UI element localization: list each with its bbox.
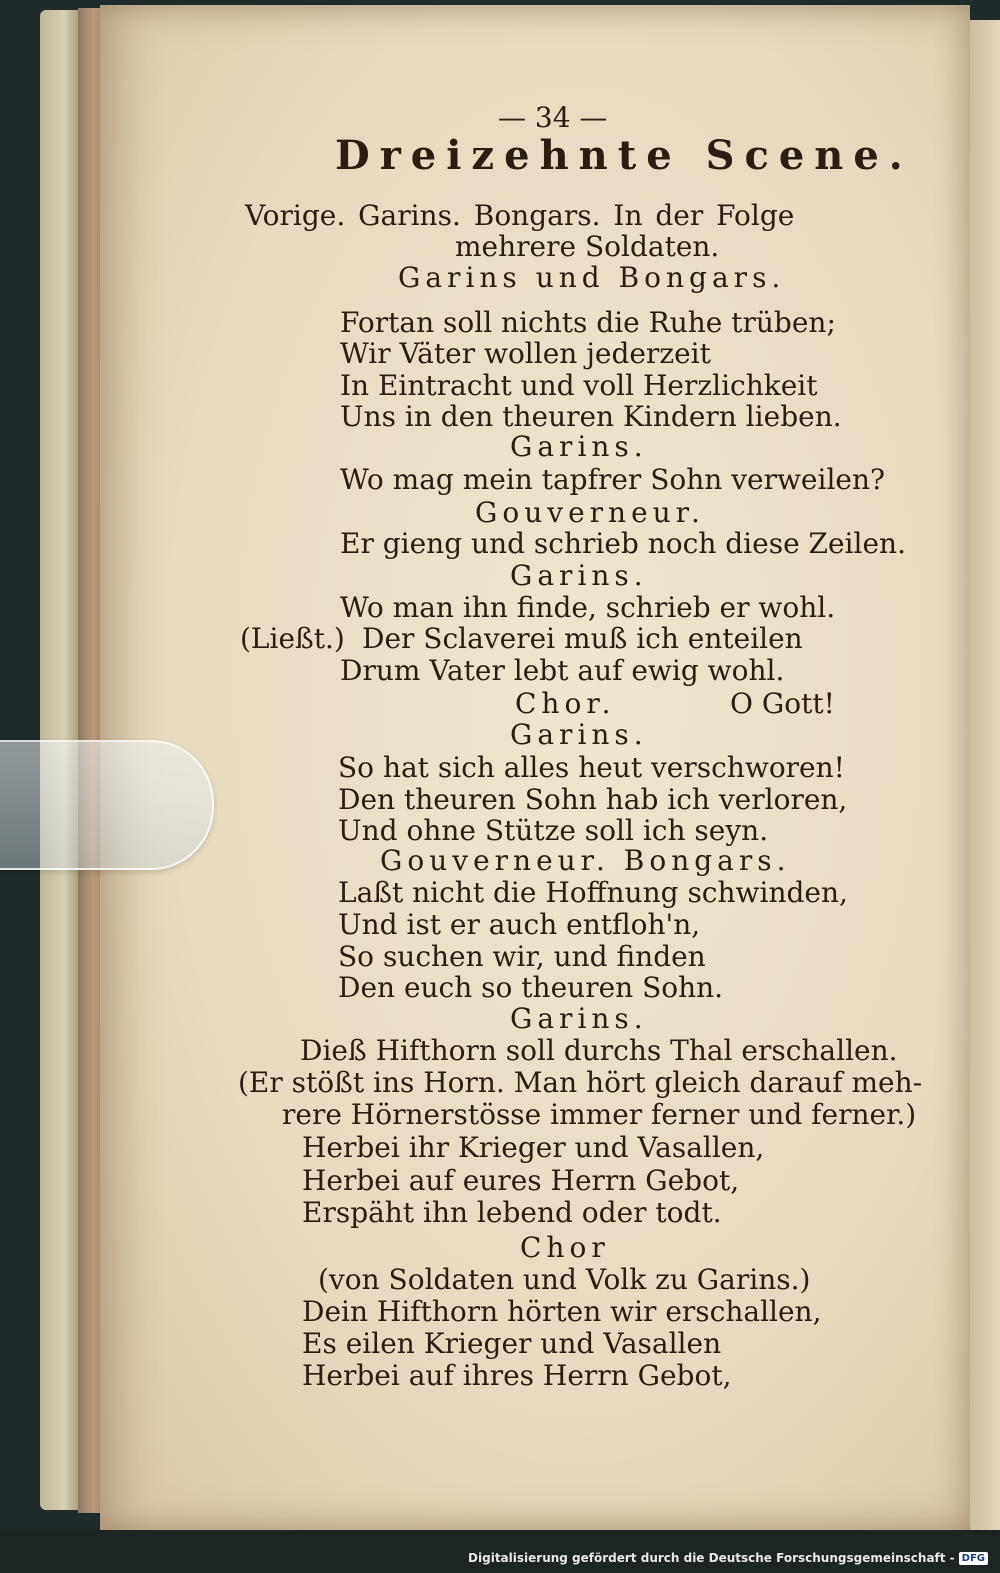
verse-line: Laßt nicht die Hoffnung schwinden, [338, 876, 848, 909]
verse-line: Den euch so theuren Sohn. [338, 971, 724, 1004]
verse-line: So suchen wir, und finden [338, 940, 706, 973]
speaker-name: Garins. [510, 430, 648, 463]
verse-line: Den theuren Sohn hab ich verloren, [338, 783, 848, 816]
speaker-name: Chor. [515, 687, 616, 720]
stage-direction: Vorige. Garins. Bongars. In der Folge [245, 199, 795, 232]
verse-line: Fortan soll nichts die Ruhe trüben; [340, 306, 836, 339]
dfg-logo: DFG [959, 1552, 988, 1565]
funding-credit-text: Digitalisierung gefördert durch die Deutsche Forschungsgemeinschaft - [468, 1551, 955, 1565]
speaker-name: Gouverneur. Bongars. [380, 844, 791, 877]
verse-line: Und ohne Stütze soll ich seyn. [338, 814, 769, 847]
verse-line: O Gott! [730, 687, 835, 720]
stage-direction: (Ließt.) [240, 622, 345, 655]
speaker-name: Chor [520, 1231, 610, 1264]
stage-direction: rere Hörnerstösse immer ferner und ferner.) [282, 1098, 917, 1131]
verse-line: Drum Vater lebt auf ewig wohl. [340, 654, 785, 687]
verse-line: Er gieng und schrieb noch diese Zeilen. [340, 527, 906, 560]
verse-line: Der Sclaverei muß ich enteilen [362, 622, 803, 655]
speaker-name: Garins. [510, 1002, 648, 1035]
verse-line: Dieß Hifthorn soll durchs Thal erschallen. [300, 1034, 898, 1067]
speaker-name: Garins. [510, 559, 648, 592]
verse-line: Erspäht ihn lebend oder todt. [302, 1196, 722, 1229]
page-number: — 34 — [498, 101, 608, 134]
speaker-name: Garins. [510, 718, 648, 751]
verse-line: So hat sich alles heut verschworen! [338, 751, 845, 784]
verse-line: Wir Väter wollen jederzeit [340, 337, 711, 370]
verse-line: Wo mag mein tapfrer Sohn verweilen? [340, 463, 886, 496]
verse-line: Herbei ihr Krieger und Vasallen, [302, 1131, 765, 1164]
verse-line: Uns in den theuren Kindern lieben. [340, 400, 842, 433]
verse-line: Dein Hifthorn hörten wir erschallen, [302, 1295, 822, 1328]
verse-line: Es eilen Krieger und Vasallen [302, 1327, 722, 1360]
speaker-name: Gouverneur. [475, 496, 705, 529]
funding-credit [468, 1551, 988, 1565]
verse-line: Wo man ihn finde, schrieb er wohl. [340, 591, 836, 624]
stage-direction: mehrere Soldaten. [455, 230, 720, 263]
verse-line: Herbei auf eures Herrn Gebot, [302, 1164, 740, 1197]
verse-line: In Eintracht und voll Herzlichkeit [340, 369, 818, 402]
scene-heading: Dreizehnte Scene. [335, 132, 913, 179]
stage-direction: (Er stößt ins Horn. Man hört gleich darauf meh- [238, 1066, 923, 1099]
verse-line: Und ist er auch entfloh'n, [338, 908, 701, 941]
page-clip [0, 740, 214, 870]
verse-line: Herbei auf ihres Herrn Gebot, [302, 1359, 732, 1392]
speaker-name: Garins und Bongars. [398, 261, 786, 294]
stage-direction: (von Soldaten und Volk zu Garins.) [318, 1263, 811, 1296]
